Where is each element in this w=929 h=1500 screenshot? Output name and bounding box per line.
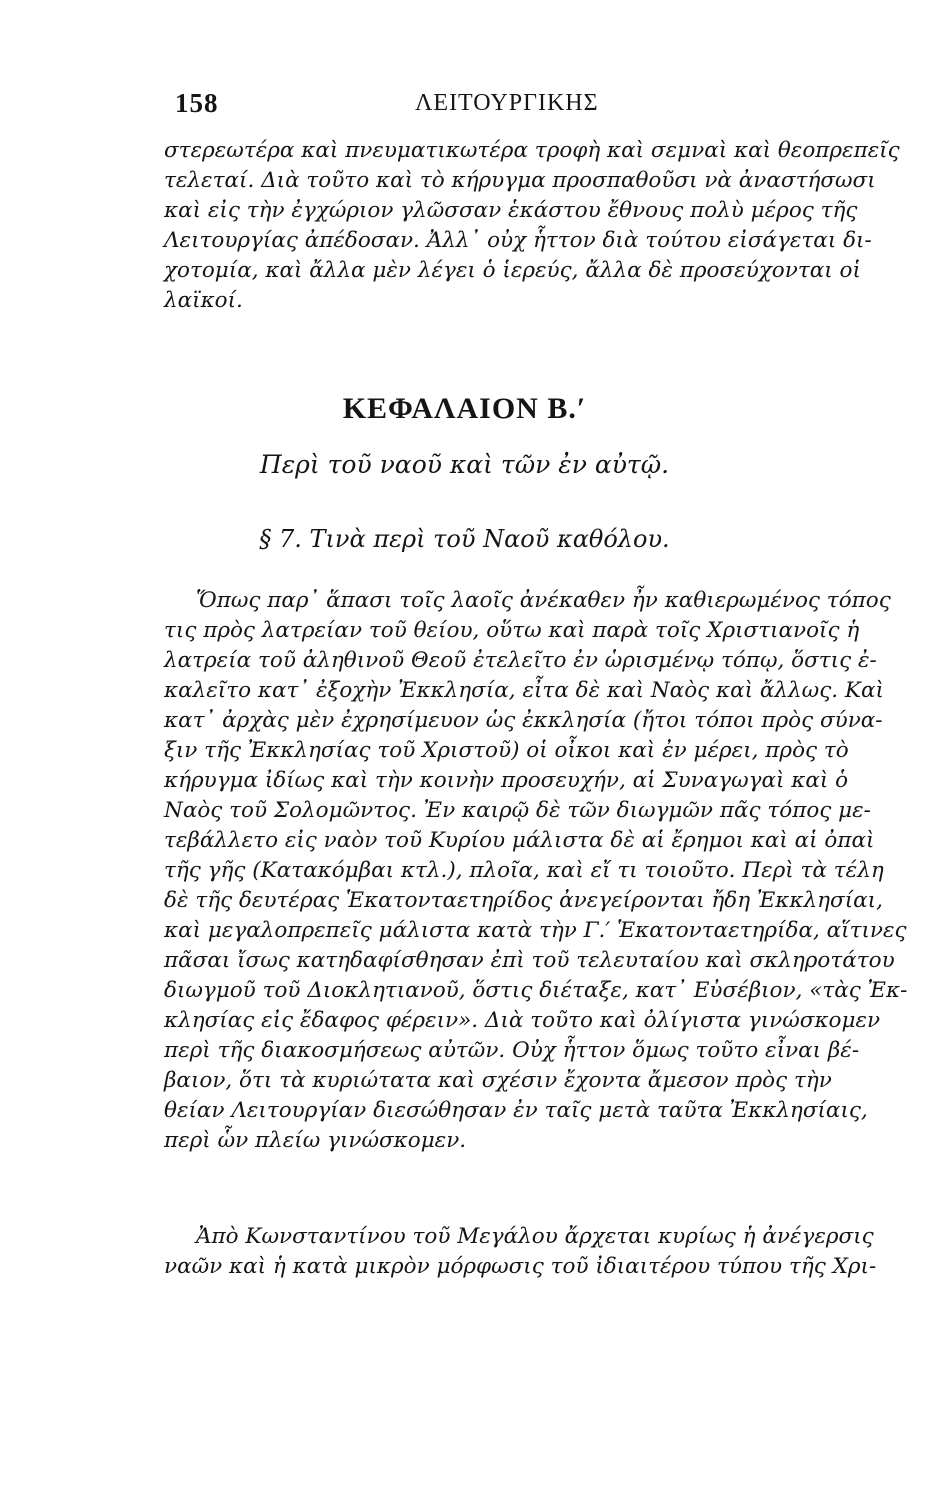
paragraph-1 [164, 586, 908, 1156]
text-line: καὶ μεγαλοπρεπεῖς μάλιστα κατὰ τὴν Γ.′ Ἑκατονταετηρίδα, αἵτινες [164, 918, 907, 943]
text-line: περὶ τῆς διακοσμήσεως αὐτῶν. Οὐχ ἧττον ὅμως τοῦτο εἶναι βέ- [164, 1038, 860, 1063]
text-line: ναῶν καὶ ἡ κατὰ μικρὸν μόρφωσις τοῦ ἰδιαιτέρου τύπου τῆς Χρι- [164, 1254, 877, 1279]
section-heading: § 7. Τινὰ περὶ τοῦ Ναοῦ καθόλου. [259, 525, 670, 553]
text-line: Λειτουργίας ἀπέδοσαν. Ἀλλ᾽ οὐχ ἧττον διὰ τούτου εἰσάγεται δι- [164, 228, 872, 253]
text-line: λατρεία τοῦ ἀληθινοῦ Θεοῦ ἐτελεῖτο ἐν ὡρισμένῳ τόπῳ, ὅστις ἐ- [164, 648, 877, 673]
text-line: τις πρὸς λατρείαν τοῦ θείου, οὕτω καὶ παρὰ τοῖς Χριστιανοῖς ἡ [164, 618, 860, 643]
text-line: Ὅπως παρ᾽ ἅπασι τοῖς λαοῖς ἀνέκαθεν ἦν καθιερωμένος τόπος [196, 588, 891, 613]
intro-paragraph [164, 136, 900, 316]
paragraph-2 [164, 1222, 877, 1282]
text-line: τελεταί. Διὰ τοῦτο καὶ τὸ κήρυγμα προσπαθοῦσι νὰ ἀναστήσωσι [164, 168, 876, 193]
text-line: κατ᾽ ἀρχὰς μὲν ἐχρησίμευον ὡς ἐκκλησία (ἤτοι τόποι πρὸς σύνα- [164, 708, 883, 733]
text-line: κήρυγμα ἰδίως καὶ τὴν κοινὴν προσευχήν, αἱ Συναγωγαὶ καὶ ὁ [164, 768, 849, 793]
text-line: τεβάλλετο εἰς ναὸν τοῦ Κυρίου μάλιστα δὲ αἱ ἔρημοι καὶ αἱ ὀπαὶ [164, 828, 875, 853]
text-line: βαιον, ὅτι τὰ κυριώτατα καὶ σχέσιν ἔχοντα ἄμεσον πρὸς τὴν [164, 1068, 832, 1093]
text-line: τῆς γῆς (Κατακόμβαι κτλ.), πλοῖα, καὶ εἴ τι τοιοῦτο. Περὶ τὰ τέλη [164, 858, 884, 883]
text-line: πᾶσαι ἴσως κατηδαφίσθησαν ἐπὶ τοῦ τελευταίου καὶ σκληροτάτου [164, 948, 895, 973]
chapter-title: ΚΕΦΑΛΑΙΟΝ Β.′ [342, 392, 587, 425]
running-head: ΛΕΙΤΟΥΡΓΙΚΗΣ [415, 90, 599, 116]
text-line: λαϊκοί. [164, 288, 243, 313]
text-line: Ναὸς τοῦ Σολομῶντος. Ἐν καιρῷ δὲ τῶν διωγμῶν πᾶς τόπος με- [164, 798, 871, 823]
text-line: καλεῖτο κατ᾽ ἐξοχὴν Ἐκκλησία, εἶτα δὲ καὶ Ναὸς καὶ ἄλλως. Καὶ [164, 678, 884, 703]
chapter-subtitle: Περὶ τοῦ ναοῦ καὶ τῶν ἐν αὐτῷ. [259, 450, 670, 479]
page-number: 158 [175, 88, 219, 118]
text-line: Ἀπὸ Κωνσταντίνου τοῦ Μεγάλου ἄρχεται κυρίως ἡ ἀνέγερσις [196, 1224, 874, 1249]
text-line: καὶ εἰς τὴν ἐγχώριον γλῶσσαν ἑκάστου ἔθνους πολὺ μέρος τῆς [164, 198, 858, 223]
text-line: ξιν τῆς Ἐκκλησίας τοῦ Χριστοῦ) οἱ οἶκοι καὶ ἐν μέρει, πρὸς τὸ [164, 738, 849, 763]
text-line: περὶ ὧν πλείω γινώσκομεν. [164, 1128, 467, 1153]
text-line: κλησίας εἰς ἔδαφος φέρειν». Διὰ τοῦτο καὶ ὀλίγιστα γινώσκομεν [164, 1008, 881, 1033]
text-line: χοτομία, καὶ ἄλλα μὲν λέγει ὁ ἱερεύς, ἄλλα δὲ προσεύχονται οἱ [164, 258, 861, 283]
text-line: στερεωτέρα καὶ πνευματικωτέρα τροφὴ καὶ σεμναὶ καὶ θεοπρεπεῖς [164, 138, 900, 163]
text-line: δὲ τῆς δευτέρας Ἑκατονταετηρίδος ἀνεγείρονται ἤδη Ἐκκλησίαι, [164, 888, 883, 913]
page-header [175, 88, 815, 122]
text-line: διωγμοῦ τοῦ Διοκλητιανοῦ, ὅστις διέταξε, κατ᾽ Εὐσέβιον, «τὰς Ἐκ- [164, 978, 908, 1003]
text-line: θείαν Λειτουργίαν διεσώθησαν ἐν ταῖς μετὰ ταῦτα Ἐκκλησίαις, [164, 1098, 868, 1123]
